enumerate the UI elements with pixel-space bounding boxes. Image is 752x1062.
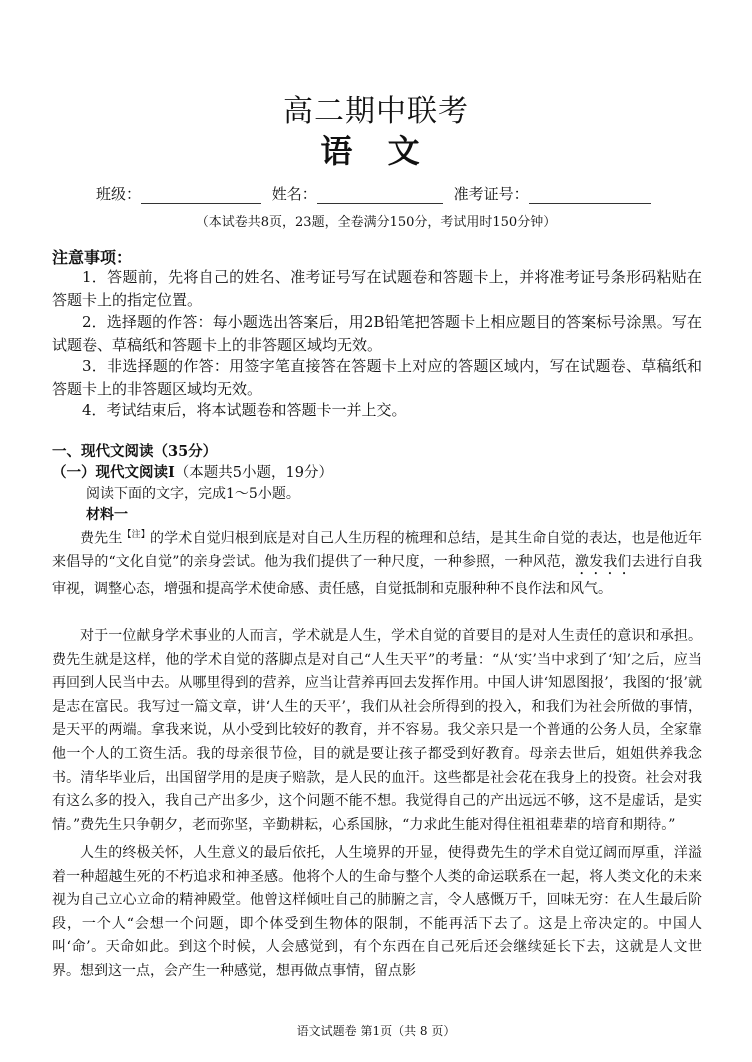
paragraph: 费先生$^{【注】}$的学术自觉归根到底是对自己人生历程的梳理和总结，是其生命自觉的表达，也是他近年来倡导的“文化自觉”的亲身尝试。他为我们提供了一种尺度，一种参照，一种风范，激发我们去进行自我审视，调整心态，增强和提高学术使命感、责任感，自觉抵制和克服种种不良作法和风气。: [52, 530, 703, 598]
exam-no-label: 准考证号：: [453, 185, 529, 203]
notice-item: 2．选择题的作答：每小题选出答案后，用2B铅笔把答题卡上相应题目的答案标号涂黑。写在试题卷、草稿纸和答题卡上的非答题区域均无效。: [52, 313, 702, 354]
sub-section-title: [52, 461, 333, 482]
reading-instruction: 阅读下面的文字，完成1～5小题。: [86, 486, 300, 502]
footnote-marker: 【注】: [122, 530, 150, 540]
notice-item: 4．考试结束后，将本试题卷和答题卡一并上交。: [82, 401, 407, 419]
subject-title: 语 文: [320, 132, 432, 170]
name-label: 姓名：: [271, 185, 317, 203]
class-label: 班级：: [96, 185, 142, 203]
name-blank[interactable]: [317, 187, 443, 204]
exam-no-blank[interactable]: [529, 187, 651, 204]
paragraph: 对于一位献身学术事业的人而言，学术就是人生，学术自觉的首要目的是对人生责任的意识和承担。费先生就是这样，他的学术自觉的落脚点是对自己“人生天平”的考量：“从‘实’当中求到了‘知’之后，应当再回到人民当中去。从哪里得到的营养，应当让营养再回去发挥作用。中国人讲‘知恩图报’，我图的‘报’就是志在富民。我写过一篇文章，讲‘人生的天平’，我们从社会所得到的投入，和我们为社会所做的事情，是天平的两端。拿我来说，从小受到比较好的教育，并不容易。我父亲只是一个普通的公务人员，全家靠他一个人的工资生活。我的母亲很节俭，目的就是要让孩子都受到好教育。母亲去世后，姐姐供养我念书。清华毕业后，出国留学用的是庚子赔款，是人民的血汗。这些都是社会花在我身上的投资。社会对我有这么多的投入，我自己产出多少，这个问题不能不想。我觉得自己的产出远远不够，这不是虚话，是实情。”费先生只争朝夕，老而弥坚，辛勤耕耘，心系国脉，“力求此生能对得住祖祖辈辈的培育和期待。”: [52, 628, 702, 833]
paragraph: 人生的终极关怀，人生意义的最后依托，人生境界的开显，使得费先生的学术自觉辽阔而厚重，洋溢着一种超越生死的不朽追求和神圣感。他将个人的生命与整个人类的命运联系在一起，将人类文化的未来视为自己立心立命的精神殿堂。他曾这样倾吐自己的肺腑之言，令人感慨万千，回味无穷：在人生最后阶段，一个人“会想一个问题，即个体受到生物体的限制，不能再活下去了。这是上帝决定的。中国人叫‘命’。天命如此。到这个时候，人会感觉到，有个东西在自己死后还会继续延长下去，这就是人文世界。想到这一点，会产生一种感觉，想再做点事情，留点影: [52, 845, 702, 979]
student-id-line: [96, 183, 657, 204]
page-footer: 语文试题卷 第1页（共 8 页）: [296, 1024, 456, 1038]
class-blank[interactable]: [141, 187, 261, 204]
notice-item: 1．答题前，先将自己的姓名、准考证号写在试题卷和答题卡上，并将准考证号条形码粘贴在答题卡上的指定位置。: [52, 268, 702, 309]
notice-item: 3．非选择题的作答：用签字笔直接答在答题卡上对应的答题区域内，写在试题卷、草稿纸和答题卡上的非答题区域均无效。: [52, 357, 702, 398]
notice-title: 注意事项：: [52, 248, 133, 267]
sub-section-name: （一）现代文阅读Ⅰ: [52, 464, 175, 481]
exam-title: 高二期中联考: [283, 94, 469, 129]
exam-info: （本试卷共8页，23题，全卷满分150分，考试用时150分钟）: [195, 215, 557, 230]
sub-section-note: （本题共5小题，19分）: [174, 465, 333, 481]
part-title: 一、现代文阅读（35分）: [52, 443, 218, 460]
emphasized-text: 激发我们: [575, 554, 632, 571]
material-label: 材料一: [86, 507, 128, 523]
